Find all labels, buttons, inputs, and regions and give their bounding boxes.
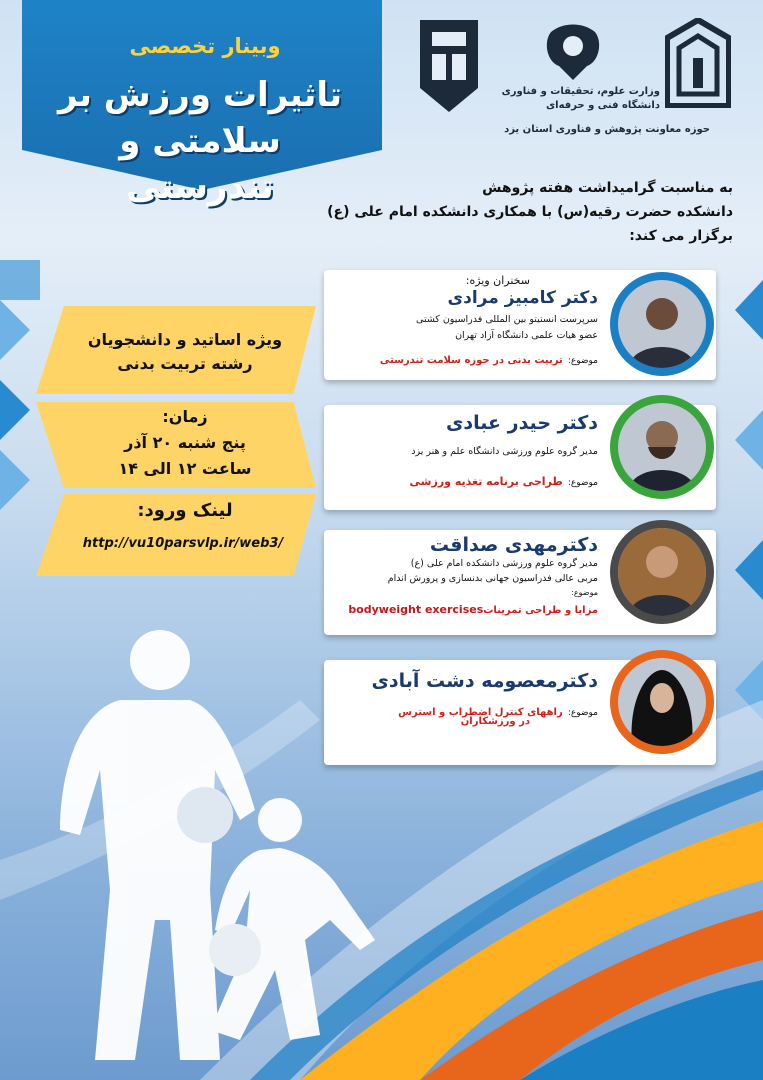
schedule-text: [60, 404, 310, 482]
schedule-time: ساعت ۱۲ الی ۱۴: [118, 459, 252, 478]
speaker-4-name: دکترمعصومه دشت آبادی: [371, 670, 598, 692]
research-office-name: حوزه معاونت پژوهش و فناوری استان یزد: [504, 124, 710, 135]
speaker-3-topic-text: مزایا و طراحی تمرینات: [483, 605, 598, 616]
title-line-1: تاثیرات ورزش بر: [58, 75, 342, 115]
intro-line-2: دانشکده حضرت رقیه(س) با همکاری دانشکده امام علی (ع): [327, 204, 733, 220]
speaker-1-line-2: عضو هیات علمی دانشگاه آزاد تهران: [455, 330, 598, 341]
title-line-2: سلامتی و تندرستی: [119, 121, 281, 207]
link-label: لینک ورود:: [137, 500, 233, 521]
speaker-photo-3: [618, 528, 706, 616]
intro-line-3: برگزار می کند:: [629, 228, 733, 244]
speaker-photo-1: [618, 280, 706, 368]
speaker-1-name: دکتر کامبیز مرادی: [447, 288, 598, 308]
ministry-logo: [543, 22, 603, 82]
speaker-2-topic-text: طراحی برنامه تغذیه ورزشی: [409, 475, 563, 488]
speaker-2-topic-label: موضوع:: [567, 478, 598, 488]
speaker-photo-2: [618, 403, 706, 491]
speaker-1-line-1: سرپرست انستیتو بین المللی فدراسیون کشتی: [416, 314, 598, 325]
speaker-4-topic-label: موضوع:: [567, 708, 598, 718]
university-name: دانشگاه فنی و حرفه‌ای: [545, 100, 660, 111]
audience-line-2: رشته تربیت بدنی: [117, 354, 253, 373]
university-logo: [665, 18, 731, 108]
college-logo: [418, 18, 480, 114]
schedule-label: زمان:: [162, 407, 208, 426]
speaker-photo-4: [618, 658, 706, 746]
speaker-2-name: دکتر حیدر عبادی: [446, 412, 598, 434]
speaker-3-topic-label: موضوع:: [571, 588, 598, 597]
join-link[interactable]: http://vu10parsvlp.ir/web3/: [82, 536, 284, 551]
speaker-3-line-1: مدیر گروه علوم ورزشی دانشکده امام علی (ع): [410, 558, 598, 569]
audience-line-1: ویژه اساتید و دانشجویان: [87, 330, 283, 349]
speaker-4-topic-line-2: در ورزشکاران: [460, 716, 530, 727]
speaker-1-topic-label: موضوع:: [567, 356, 598, 366]
ministry-name: وزارت علوم، تحقیقات و فناوری: [501, 86, 660, 97]
schedule-date: پنج شنبه ۲۰ آذر: [124, 433, 246, 452]
speaker-3-line-2: مربی عالی فدراسیون جهانی بدنسازی و پرورش اندام: [387, 573, 598, 584]
speaker-3-name: دکترمهدی صداقت: [429, 534, 598, 556]
audience-text: [60, 328, 310, 376]
speaker-2-line-1: مدیر گروه علوم ورزشی دانشگاه علم و هنر یزد: [411, 446, 598, 457]
speaker-1-topic: [330, 348, 598, 367]
speaker-1-heading: سخنران ویژه:: [465, 274, 530, 287]
speaker-4-topic-text: راههای کنترل اضطراب و استرس: [398, 707, 563, 718]
speaker-3-topic-english: bodyweight exercises: [348, 603, 484, 616]
webinar-subtitle: وبینار تخصصی: [129, 34, 281, 58]
speaker-1-topic-text: تربیت بدنی در حوزه سلامت تندرستی: [379, 355, 563, 366]
intro-line-1: به مناسبت گرامیداشت هفته پژوهش: [482, 180, 733, 196]
speaker-3-topic: [330, 598, 598, 617]
speaker-2-topic: [330, 470, 598, 489]
